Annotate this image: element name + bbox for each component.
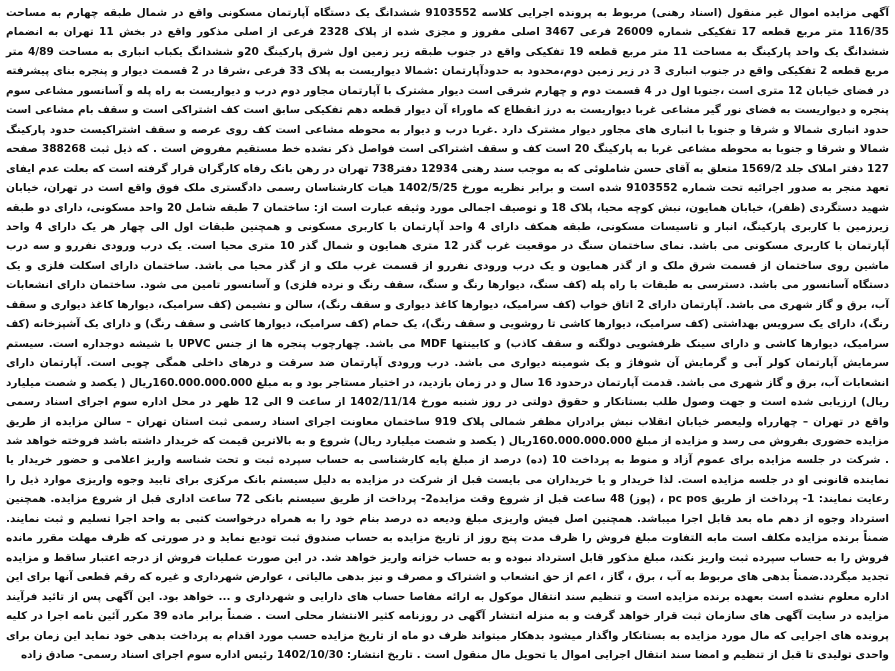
- auction-notice-text: آگهی مزایده اموال غیر منقول (اسناد رهنی) مربوط به پرونده اجرایی کلاسه 9103552 ششدانگ یک دستگاه آپارتمان مسکونی واقع در شمال طبقه چهارم به مساحت 116/35 متر مربع قطعه 17 تفکیکی شماره 26009 فرعی 3467 اصلی مفروز و مجزی شده از پلاک 2328 فرعی از اصلی مذکور واقع در بخش 11 تهران به انضمام ششدانگ یک واحد پارکینگ به مساحت 11 متر مربع قطعه 19 تفکیکی واقع در جنوب طبقه زیر زمین اول شرق پارکینگ 20و ششدانگ یکباب انباری به مساحت 4/89 متر مربع قطعه 2 تفکیکی واقع در جنوب انباری 3 در زیر زمین دوم،محدود به حدودآپارتمان :شمالا دیواریست به پلاک 33 فرعی ،شرقا در 2 قسمت دیوار و پنجره بنای پیشرفته در فضای خیابان 12 متری است ،جنوبا اول در 4 قسمت دوم و چهارم شرقی است دیوار مشترک با آپارتمان مجاور دوم درب و دیواریست به راه پله و آسانسور مشاعی سوم پنجره و دیواریست به فضای نور گیر مشاعی غربا دیواریست به درز انقطاع که ماوراء آن دیوار قطعه دهم تفکیکی سابق است کف اشتراکی است و سقف بام مشاعی است حدود انباری شمالا و شرقا و جنوبا با انباری های مجاور دیوار مشترک دارد .غربا درب و دیوار به محوطه مشاعی است کف روی عرصه و سقف اشتراکیست حدود پارکینگ شمالا و شرقا و جنوبا به محوطه مشاعی غربا به پارکینگ 20 است کف و سقف اشتراکی است فواصل ذکر نشده خط مستقیم مفروض است . که ذیل ثبت 388268 صفحه 127 دفتر املاک جلد 1569/2 متعلق به آقای حسن شاملوئی که به موجب سند رهنی 12934 دفتر738 تهران در رهن بانک رفاه کارگران قرار گرفته است که بعلت عدم ایفای تعهد منجر به صدور اجرائیه تحت شماره 9103552 شده است و برابر نظریه مورخ 1402/5/25 هیات کارشناسان رسمی دادگستری ملک فوق واقع است در تهران، خیابان شهید دستگردی (ظفر)، خیابان همایون، نبش کوچه محیا، پلاک 18 و توصیف اجمالی مورد وثیقه عبارت است از: ساختمان 7 طبقه شامل 20 واحد مسکونی، دارای دو طبقه زیرزمین با کاربری پارکینگ، انبار و تاسیسات مسکونی، طبقه همکف دارای 4 واحد آپارتمان با کاربری مسکونی و همچنین طبقات اول الی چهار هر یک دارای 4 واحد آپارتمان با کاربری مسکونی می باشد. نمای ساختمان سنگ در موقعیت غرب گذر 12 متری همایون و شمال گذر 10 متری محیا است. یک درب ورودی نفررو و سه درب ماشین روی ساختمان از قسمت شرق ملک و از گذر همایون و یک درب ورودی نفررو از قسمت غرب ملک و از گذر محیا می باشد. ساختمان دارای اسکلت فلزی و یک دستگاه آسانسور می باشد. دسترسی به طبقات با راه پله (کف سنگ، دیوارها رنگ و سنگ، سقف رنگ و نرده فلزی) و آسانسور تامین می شود. ساختمان دارای انشعابات آب، برق و گاز شهری می باشد. آپارتمان دارای 2 اتاق خواب (کف سرامیک، دیوارها کاغذ دیواری و سقف رنگ)، سالن و نشیمن (کف سرامیک، دیوارها کاغذ دیواری و سقف رنگ)، دارای یک سرویس بهداشتی (کف سرامیک، دیوارها کاشی تا روشویی و سقف رنگ)، یک حمام (کف سرامیک، دیوارها کاشی و سقف رنگ) و دارای یک آشپزخانه (کف سرامیک، دیوارها کاشی و دارای سینک ظرفشویی دولگنه و سقف کاذب) و کابینتها MDF می باشد. چهارچوب پنجره ها از جنس UPVC با شیشه دوجداره است. سیستم سرمایش آپارتمان کولر آبی و گرمایش آن شوفاژ و یک شومینه دیواری می باشد. درب ورودی آپارتمان ضد سرقت و درهای داخلی همگی چوبی است. آپارتمان دارای انشعابات آب، برق و گاز شهری می باشد. قدمت آپارتمان درحدود 16 سال و در زمان بازدید، در اختیار مستاجر بود و به مبلغ 160.000.000.000ریال ( یکصد و شصت میلیارد ریال) ارزیابی شده است و جهت وصول طلب بستانکار و حقوق دولتی در روز شنبه مورخ 1402/11/14 از ساعت 9 الی 12 ظهر در محل اداره سوم اجرای اسناد رسمی واقع در تهران – چهارراه ولیعصر خیابان انقلاب نبش برادران مظفر شمالی پلاک 919 ساختمان معاونت اجرای اسناد رسمی ثبت استان تهران – سالن مزایده از طریق مزایده حضوری بفروش می رسد و مزایده از مبلغ 160.000.000.000ریال ( یکصد و شصت میلیارد ریال) شروع و به بالاترین قیمت که خریدار داشته باشد فروخته خواهد شد . شرکت در جلسه مزایده برای عموم آزاد و منوط به پرداخت 10 (ده) درصد از مبلغ پایه کارشناسی به حساب سپرده ثبت و تحت شناسه واریز اعلامی و حضور خریدار یا نماینده قانونی او در جلسه مزایده است. لذا خریدار و یا خریداران می بایست قبل از شرکت در مزایده به دلیل سیستم بانک مرکزی برای تایید وجوه واریزی موارد ذیل را رعایت نمایند: 1- پرداخت از طریق pc pos ، (پوز) 48 ساعت قبل از شروع وقت مزایده2- پرداخت از طریق سیستم بانکی 72 ساعت اداری قبل از شروع مزایده. همچنین استرداد وجوه از دهم ماه بعد قابل اجرا میباشد. همچنین اصل فیش واریزی مبلغ ودیعه ده درصد بنام خود را به همراه درخواست کتبی به واحد اجرا تسلیم و ثبت نمایند. ضمناً برنده مزایده مکلف است مابه التفاوت مبلغ فروش را ظرف مدت پنج روز از تاریخ مزایده به حساب صندوق ثبت تودیع نماید و در صورتی که ظرف مهلت مقرر مانده فروش را به حساب سپرده ثبت واریز نکند، مبلغ مذکور قابل استرداد نبوده و به حساب خزانه واریز خواهد شد. در این صورت عملیات فروش از درجه اعتبار ساقط و مزایده تجدید میگردد.ضمناً بدهی های مربوط به آب ، برق ، گاز ، اعم از حق انشعاب و اشتراک و مصرف و نیز بدهی مالیاتی ، عوارض شهرداری و غیره که رقم قطعی آنها برای این اداره معلوم نشده است بعهده برنده مزایده است و تنظیم سند انتقال موکول به ارائه مفاصا حساب های دارایی و شهرداری و ... خواهد بود. این آگهی پس از تائید فرآیند مزایده در سایت آگهی های سازمان ثبت قرار خواهد گرفت و به منزله انتشار آگهی در روزنامه کثیر الانتشار محلی است . ضمناً برابر ماده 39 مکرر آئین نامه اجرا در کلیه پرونده های اجرایی که مال مورد مزایده به بستانکار واگذار میشود بدهکار میتواند ظرف دو ماه از تاریخ مزایده حسب مورد اقدام به پرداخت بدهی خود نماید این زمان برای واحدی تولیدی تا قبل از تنظیم و امضا سند انتقال اجرایی اموال یا تحویل مال منقول است . تاریخ انتشار: 1402/10/30 رئیس اداره سوم اجرای اسناد رسمی- صادق زاده: [6, 7, 890, 661]
